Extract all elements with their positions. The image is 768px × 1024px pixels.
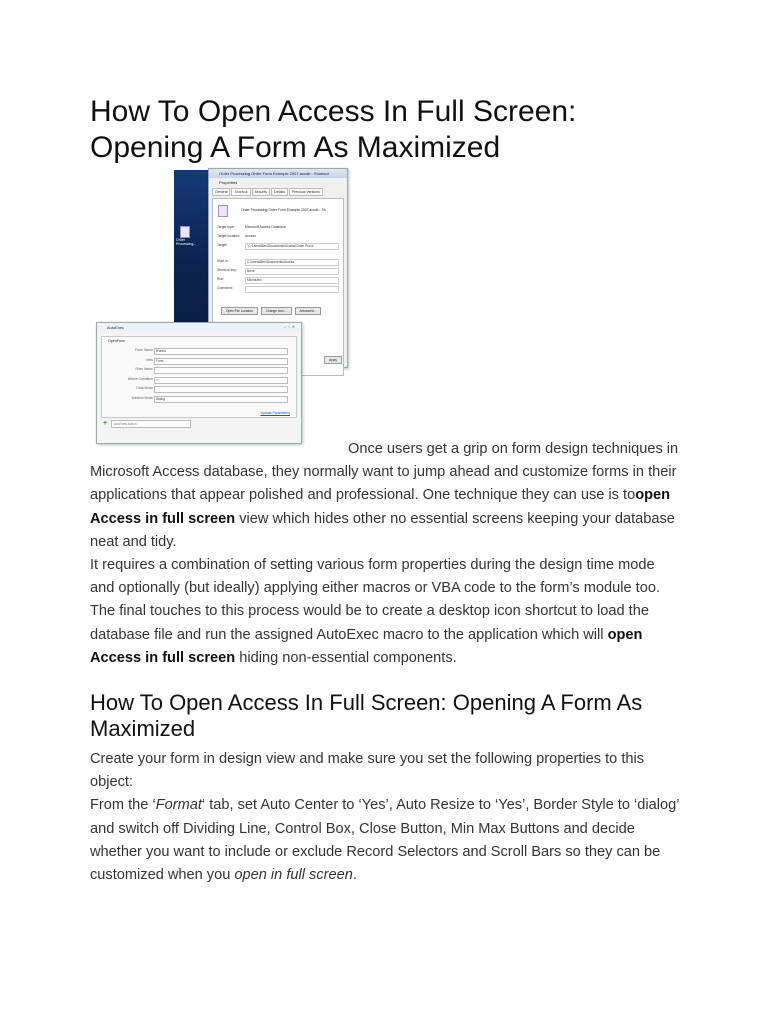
argument-label: Form Name	[135, 348, 153, 352]
macro-action-box	[101, 336, 297, 418]
tab-details[interactable]: Details	[271, 188, 288, 196]
tab-previous-versions[interactable]: Previous Versions	[289, 188, 323, 196]
bold-phrase: open Access in full screen	[90, 626, 643, 666]
form-name-select[interactable]: fForms	[154, 348, 288, 355]
action-argument-row	[102, 384, 296, 394]
action-argument-row	[102, 394, 296, 404]
property-row	[213, 266, 343, 275]
paragraph-text: Once users get a grip on form design techniques in Microsoft Access database, they normally want to jump ahead and customize forms in their applications that appear polished and professional. One technique they can use is to	[90, 441, 679, 504]
italic-phrase: Format	[155, 797, 202, 814]
paragraph-text: From the ‘	[90, 797, 156, 814]
window-controls-icon[interactable]: – ▫ ✕	[283, 324, 295, 329]
property-value: Microsoft Access Database	[245, 225, 286, 229]
add-icon[interactable]: +	[103, 420, 108, 427]
property-row	[213, 284, 343, 293]
italic-phrase: open in full screen	[234, 867, 353, 884]
window-mode-select[interactable]: Dialog	[154, 396, 288, 403]
argument-label: Window Mode	[131, 395, 153, 400]
run-select[interactable]: Minimized	[245, 277, 339, 284]
autoexec-window	[96, 322, 302, 444]
open-file-location-button[interactable]: Open File Location	[221, 307, 258, 315]
argument-label: Data Mode	[136, 386, 153, 391]
property-row	[213, 275, 343, 284]
add-new-action-select[interactable]: Add New Action	[111, 420, 191, 428]
where-condition-field[interactable]: =	[154, 377, 288, 384]
paragraph-requirements: It requires a combination of setting various form properties during the design time mode and optionally (but ideally) applying either macros or VBA code to the form’s module too.	[90, 557, 661, 597]
properties-rows	[213, 223, 343, 293]
paragraph-text: view which hides other no essential screens keeping your database neat and tidy.	[90, 510, 675, 550]
shortcut-file-icon	[218, 205, 228, 217]
properties-buttons	[221, 299, 324, 317]
action-argument-row	[102, 356, 296, 366]
desktop-file-icon	[180, 226, 190, 238]
page-title: How To Open Access In Full Screen: Opening A Form As Maximized	[90, 95, 577, 164]
macro-action-name: OpenForm	[108, 339, 126, 343]
advanced-button[interactable]: Advanced...	[295, 307, 322, 315]
filter-name-field[interactable]	[154, 367, 288, 374]
tab-security[interactable]: Security	[252, 188, 271, 196]
desktop-icon-label: Order Processing...	[176, 238, 197, 246]
property-value: Access	[245, 234, 256, 239]
property-label: Target location:	[217, 234, 240, 239]
action-argument-row	[102, 346, 296, 356]
paragraph-final-touches	[90, 600, 680, 670]
paragraph-text: hiding non-essential components.	[235, 649, 457, 666]
paragraph-text: ‘ tab, set Auto Center to ‘Yes’, Auto Resize to ‘Yes’, Border Style to ‘dialog’ and switch off Dividing Line, Control Box, Close Button, Min Max Buttons and decide whether you want to include or exclude Record Selectors and Scroll Bars so they can be customized when you	[90, 797, 679, 884]
paragraph-text: The final touches to this process would be to create a desktop icon shortcut to load the database file and run the assigned AutoExec macro to the application which will	[90, 603, 649, 643]
paragraph-intro	[90, 438, 680, 554]
property-label: Run:	[217, 276, 225, 281]
action-argument-row	[102, 365, 296, 375]
paragraph-create-form: Create your form in design view and make sure you set the following properties to this object:	[90, 751, 645, 791]
autoexec-title: AutoExec	[97, 323, 301, 332]
data-mode-select[interactable]	[154, 386, 288, 393]
property-label: Comment:	[217, 286, 233, 291]
change-icon-button[interactable]: Change Icon...	[261, 307, 292, 315]
tab-shortcut[interactable]: Shortcut	[231, 188, 250, 196]
property-label: Target type:	[217, 225, 235, 229]
property-label: Target:	[217, 243, 228, 248]
article-figure	[90, 168, 352, 458]
property-row	[213, 241, 343, 250]
apply-button[interactable]: Apply	[324, 356, 342, 364]
paragraph-text: .	[352, 867, 357, 884]
properties-title: Order Processing Order Form Example 2007.accdb - Shortcut Properties	[209, 169, 347, 178]
shortcut-file-name: Order Processing Order Form Example 2007.accdb - Sh	[241, 208, 326, 212]
shortcut-key-field[interactable]: None	[245, 268, 339, 275]
argument-label: Filter Name	[135, 367, 153, 372]
property-row	[213, 232, 343, 241]
update-parameters-link[interactable]: Update Parameters	[260, 411, 290, 415]
instructions-section	[90, 748, 680, 887]
property-row	[213, 257, 343, 266]
property-label: Shortcut key:	[217, 267, 237, 272]
section-heading: How To Open Access In Full Screen: Opening A Form As Maximized	[90, 690, 643, 741]
view-select[interactable]: Form	[154, 358, 288, 365]
argument-label: View	[145, 357, 153, 362]
action-argument-row	[102, 375, 296, 385]
tab-general[interactable]: General	[212, 188, 230, 196]
property-row	[213, 223, 343, 232]
intro-section	[90, 438, 680, 670]
start-in-field[interactable]: C:\Users\Ben\Documents\Access	[245, 259, 339, 266]
bold-phrase: open Access in full screen	[90, 487, 671, 527]
argument-label: Where Condition	[127, 376, 153, 381]
comment-field[interactable]	[245, 286, 339, 293]
property-label: Start in:	[217, 258, 229, 263]
target-field[interactable]: "C:\Users\Ben\Documents\Access\Order Proce	[245, 243, 339, 250]
paragraph-format-tab	[90, 794, 680, 887]
